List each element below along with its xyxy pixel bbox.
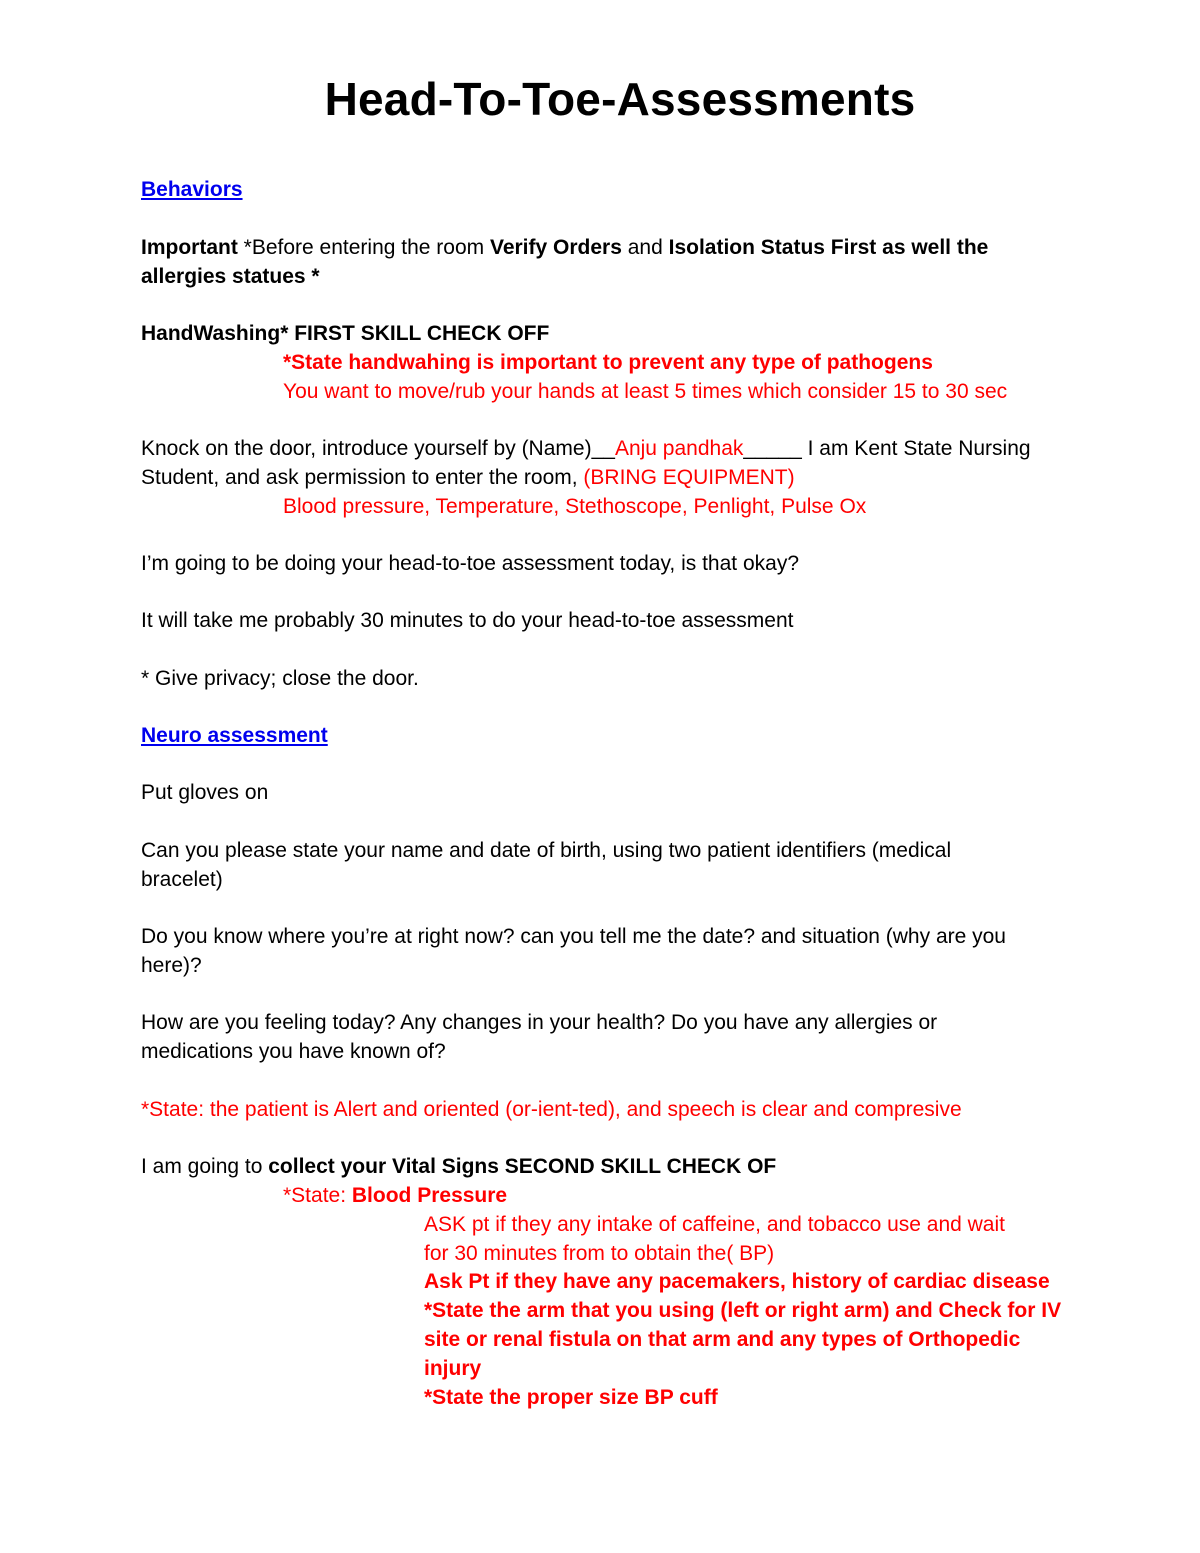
vital-signs-line <box>141 1153 776 1181</box>
behaviors-heading-link[interactable]: Behaviors <box>141 178 243 201</box>
handwashing-note-1: *State handwahing is important to prevent any type of pathogens <box>283 351 933 374</box>
vitals-intro: I am going to <box>141 1155 269 1178</box>
bp-pacemaker-line: Ask Pt if they have any pacemakers, history of cardiac disease <box>424 1270 1050 1293</box>
handwashing-note-2: You want to move/rub your hands at least 5 times which consider 15 to 30 sec <box>283 380 1008 403</box>
gloves-line: Put gloves on <box>141 781 269 804</box>
important-line-1 <box>141 234 988 262</box>
handwashing-skill: HandWashing* FIRST SKILL CHECK OFF <box>141 322 550 345</box>
bp-title: Blood Pressure <box>351 1184 508 1207</box>
identifiers-line-1: Can you please state your name and date of birth, using two patient identifiers (medical <box>141 839 952 862</box>
bp-ask-line-1: ASK pt if they any intake of caffeine, and tobacco use and wait <box>424 1213 1005 1236</box>
isolation-status-text: Isolation Status First as well the <box>668 236 989 259</box>
feeling-line-1: How are you feeling today? Any changes in your health? Do you have any allergies or <box>141 1011 938 1034</box>
bp-state-prefix: *State: <box>283 1184 352 1207</box>
privacy-note: * Give privacy; close the door. <box>141 667 419 690</box>
student-name: Anju pandhak <box>614 437 744 460</box>
time-estimate: It will take me probably 30 minutes to do your head-to-toe assessment <box>141 609 794 632</box>
knock-line-2 <box>141 464 795 492</box>
knock-blank-2: _____ <box>743 437 802 460</box>
verify-orders-text: Verify Orders <box>489 236 622 259</box>
important-text: *Before entering the room <box>237 236 490 259</box>
alert-oriented-statement: *State: the patient is Alert and oriented (or-ient-ted), and speech is clear and compresive <box>141 1098 962 1121</box>
knock-blank-1: __ <box>591 437 615 460</box>
bp-label <box>283 1182 507 1210</box>
orientation-line-1: Do you know where you’re at right now? can you tell me the date? and situation (why are you <box>141 925 1006 948</box>
bp-arm-line-2: site or renal fistula on that arm and any types of Orthopedic <box>424 1328 1021 1351</box>
kent-state-text: I am Kent State Nursing <box>801 437 1031 460</box>
neuro-heading-link[interactable]: Neuro assessment <box>141 724 328 747</box>
knock-text: Knock on the door, introduce yourself by (Name) <box>141 437 592 460</box>
equipment-list: Blood pressure, Temperature, Stethoscope, Penlight, Pulse Ox <box>283 495 867 518</box>
bp-cuff-line: *State the proper size BP cuff <box>424 1386 718 1409</box>
knock-line-1 <box>141 435 1031 463</box>
and-text: and <box>621 236 669 259</box>
page-title: Head-To-Toe-Assessments <box>324 73 916 125</box>
bp-ask-line-2: for 30 minutes from to obtain the( BP) <box>424 1242 775 1265</box>
feeling-line-2: medications you have known of? <box>141 1040 446 1063</box>
going-to-assess: I’m going to be doing your head-to-toe assessment today, is that okay? <box>141 552 799 575</box>
orientation-line-2: here)? <box>141 954 202 977</box>
identifiers-line-2: bracelet) <box>141 868 223 891</box>
bring-equipment-text: (BRING EQUIPMENT) <box>583 466 795 489</box>
vitals-skill: collect your Vital Signs SECOND SKILL CHECK OF <box>268 1155 777 1178</box>
important-lead: Important <box>141 236 238 259</box>
bp-arm-line-3: injury <box>424 1357 482 1380</box>
bp-arm-line-1: *State the arm that you using (left or right arm) and Check for IV <box>424 1299 1062 1322</box>
permission-text: Student, and ask permission to enter the room, <box>141 466 584 489</box>
important-line-2: allergies statues * <box>141 265 320 288</box>
